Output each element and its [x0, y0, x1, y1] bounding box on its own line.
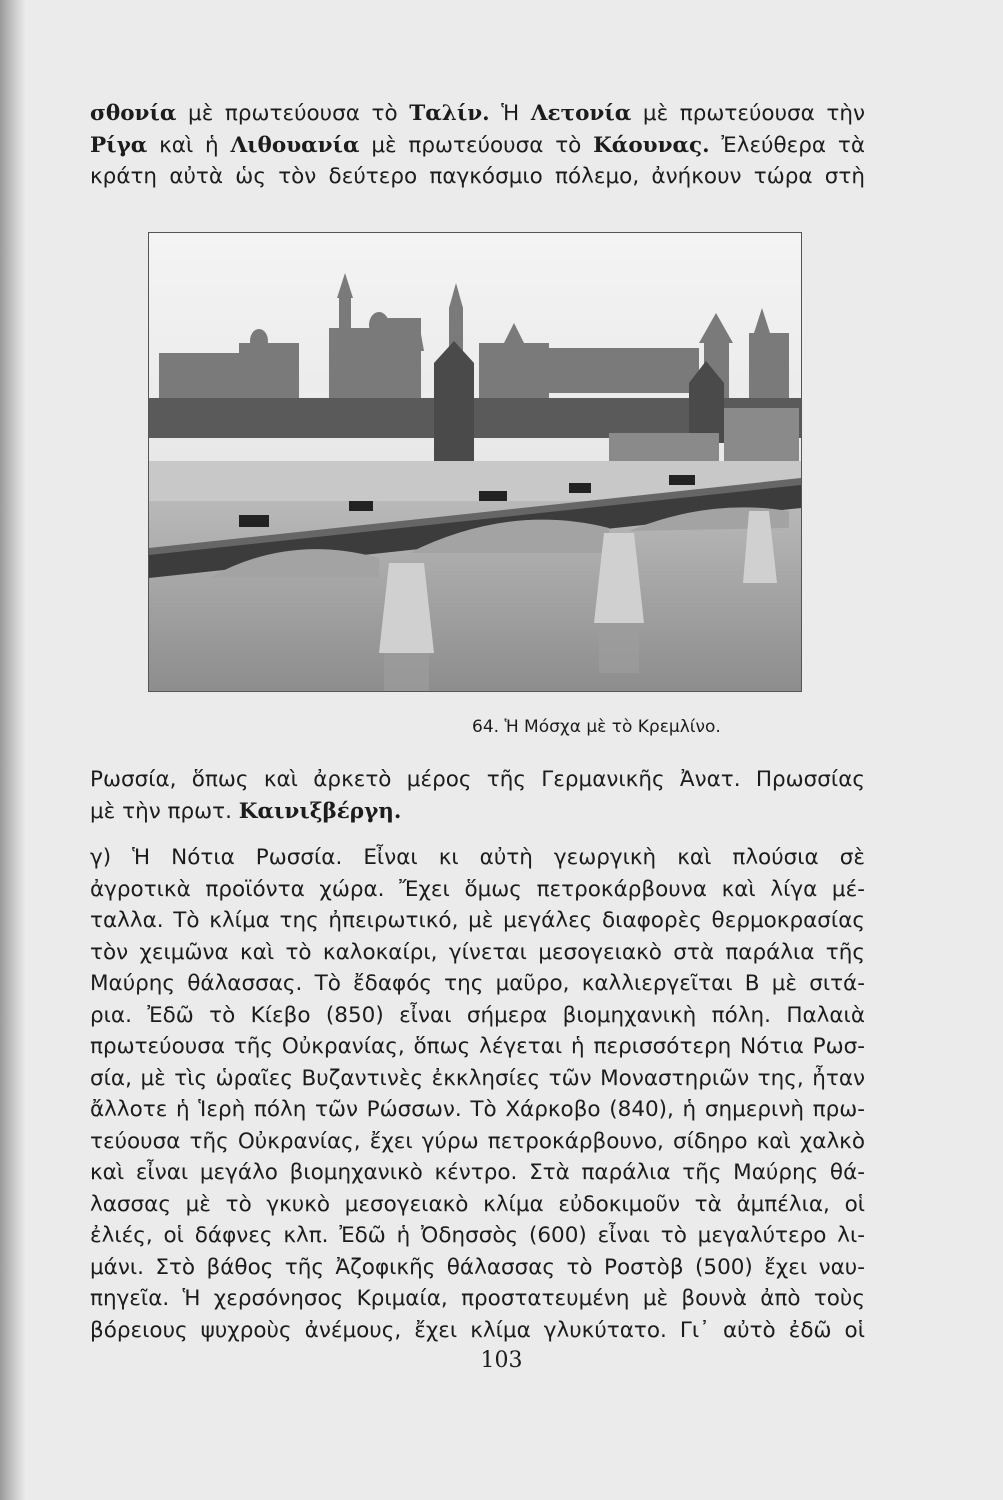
text-line: καὶ εἶναι μεγάλο βιομηχανικὸ κέντρο. Στὰ παράλια τῆς Μαύρης θά- — [90, 1160, 865, 1185]
text-line: κράτη αὐτὰ ὡς τὸν δεύτερο παγκόσμιο πόλεμο, ἀνήκουν τώρα στὴ — [90, 164, 865, 189]
text-line: μὲ τὴν πρωτ. Καινιξβέργη. — [90, 798, 402, 824]
kremlin-photo — [148, 232, 802, 692]
text-line: μάνι. Στὸ βάθος τῆς Ἀζοφικῆς θάλασσας τὸ Ροστὸβ (500) ἔχει ναυ- — [90, 1254, 865, 1280]
kremlin-illustration — [149, 233, 801, 691]
section-south-russia — [90, 842, 865, 1346]
text-line: τὸν χειμῶνα καὶ τὸ καλοκαίρι, γίνεται μεσογειακὸ στὰ παράλια τῆς — [90, 939, 865, 965]
page-number: 103 — [480, 1348, 523, 1373]
text-line: βόρειους ψυχροὺς ἀνέμους, ἔχει κλίμα γλυκύτατο. Γι᾿ αὐτὸ ἐδῶ οἱ — [90, 1317, 865, 1343]
text-line: ἐλιές, οἱ δάφνες κλπ. Ἐδῶ ἡ Ὀδησσὸς (600) εἶναι τὸ μεγαλύτερο λι- — [90, 1223, 865, 1248]
caption-number: 64. — [472, 717, 500, 737]
caption-text: Ἡ Μόσχα μὲ τὸ Κρεμλίνο. — [504, 717, 721, 737]
figure-caption — [472, 716, 721, 738]
text-line: Μαύρης θάλασσας. Τὸ ἔδαφός της μαῦρο, καλλιεργεῖται Β μὲ σιτά- — [90, 971, 865, 996]
text-line: πηγεῖα. Ἡ χερσόνησος Κριμαία, προστατευμένη μὲ βουνὰ ἀπὸ τοὺς — [90, 1286, 865, 1311]
text-line: Ρίγα καὶ ἡ Λιθουανία μὲ πρωτεύουσα τὸ Κάουνας. Ἐλεύθερα τὰ — [90, 132, 866, 158]
book-gutter-shadow — [0, 0, 26, 1500]
text-line: πρωτεύουσα τῆς Οὐκρανίας, ὅπως λέγεται ἡ περισσότερη Νότια Ρωσ- — [90, 1034, 865, 1059]
text-line: ἀγροτικὰ προϊόντα χώρα. Ἔχει ὅμως πετροκάρβουνα καὶ λίγα μέ- — [90, 876, 865, 902]
top-paragraph — [90, 98, 865, 193]
text-line: Ρωσσία, ὅπως καὶ ἀρκετὸ μέρος τῆς Γερμανικῆς Ἀνατ. Πρωσσίας — [90, 767, 865, 792]
text-line: ταλλα. Τὸ κλίμα της ἠπειρωτικό, μὲ μεγάλες διαφορὲς θερμοκρασίας — [90, 908, 865, 933]
text-line: γ) Ἡ Νότια Ρωσσία. Εἶναι κι αὐτὴ γεωργικὴ καὶ πλούσια σὲ — [90, 845, 865, 870]
mid-paragraph — [90, 764, 865, 827]
text-line: ρια. Ἐδῶ τὸ Κίεβο (850) εἶναι σήμερα βιομηχανικὴ πόλη. Παλαιὰ — [90, 1002, 865, 1028]
text-line: σία, μὲ τὶς ὡραῖες Βυζαντινὲς ἐκκλησίες τῶν Μοναστηριῶν της, ἦταν — [90, 1065, 865, 1091]
text-line: ἄλλοτε ἡ Ἱερὴ πόλη τῶν Ρώσσων. Τὸ Χάρκοβο (840), ἡ σημερινὴ πρω- — [90, 1097, 865, 1122]
text-line: σθονία μὲ πρωτεύουσα τὸ Ταλίν. Ἡ Λετονία μὲ πρωτεύουσα τὴν — [90, 101, 865, 126]
text-line: τεύουσα τῆς Οὐκρανίας, ἔχει γύρω πετροκάρβουνο, σίδηρο καὶ χαλκὸ — [90, 1128, 865, 1154]
text-line: λασσας μὲ τὸ γκυκὸ μεσογειακὸ κλίμα εὐδοκιμοῦν τὰ ἀμπέλια, οἱ — [90, 1191, 865, 1217]
